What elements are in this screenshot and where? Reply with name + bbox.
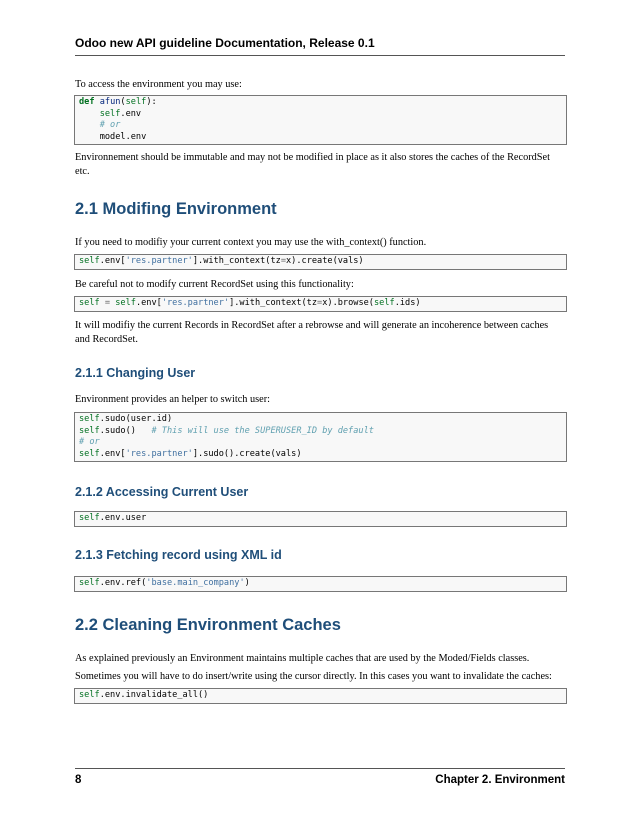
code-text: .env[ — [99, 256, 126, 266]
code-string: 'res.partner' — [161, 298, 230, 308]
code-builtin: self — [79, 513, 100, 523]
code-comment: # This will use the SUPERUSER_ID by default — [151, 425, 374, 436]
code-block-browse — [74, 296, 567, 312]
intro-paragraph: To access the environment you may use: — [75, 79, 242, 90]
code-text: .env[ — [135, 298, 162, 308]
code-text: .env — [120, 108, 142, 119]
code-builtin: self — [79, 690, 100, 700]
code-string: main_company — [177, 578, 240, 588]
code-string: . — [172, 578, 178, 588]
code-text: .env.invalidate_all() — [99, 690, 209, 700]
chapter-label: Chapter 2. Environment — [435, 774, 565, 786]
code-string: base — [151, 578, 173, 588]
section-heading-2-1: 2.1 Modifing Environment — [75, 200, 277, 218]
code-text: model.env — [99, 131, 147, 142]
code-operator: = — [99, 298, 116, 308]
immutable-paragraph: Environnement should be immutable and may not be modified in place as it also stores the caches of the RecordSet etc. — [75, 152, 550, 177]
code-text: .ids) — [394, 298, 421, 308]
section-heading-2-2: 2.2 Cleaning Environment Caches — [75, 616, 341, 634]
code-builtin: self — [125, 97, 147, 107]
code-block-with-context — [74, 254, 567, 270]
running-header: Odoo new API guideline Documentation, Release 0.1 — [75, 36, 565, 56]
code-string: ' — [146, 578, 152, 588]
code-string: 'res.partner' — [125, 448, 193, 459]
with-context-paragraph: If you need to modifiy your current context you may use the with_context() function. — [75, 237, 427, 248]
code-builtin: self — [99, 108, 121, 119]
code-text: x).browse( — [322, 298, 374, 308]
code-text: .env.user — [99, 513, 147, 523]
code-block-afun — [74, 95, 567, 145]
code-keyword: def — [79, 97, 95, 107]
code-text: ].with_context(tz — [192, 256, 281, 266]
footer-rule — [75, 768, 565, 769]
caches-paragraph-1: As explained previously an Environment maintains multiple caches that are used by the Moded/Fields classes. — [75, 653, 530, 664]
code-block-invalidate — [74, 688, 567, 704]
code-block-env-user — [74, 511, 567, 527]
careful-paragraph: Be careful not to modify current RecordSet using this functionality: — [75, 279, 354, 290]
code-block-env-ref — [74, 576, 567, 592]
code-builtin: self — [79, 256, 100, 266]
code-text: ].sudo().create(vals) — [192, 448, 302, 459]
code-text: ( — [120, 97, 126, 107]
code-block-sudo — [74, 412, 567, 462]
code-function-name: afun — [99, 97, 121, 107]
caches-paragraph-2: Sometimes you will have to do insert/write using the cursor directly. In this cases you want to invalidate the caches: — [75, 671, 552, 682]
section-heading-2-1-2: 2.1.2 Accessing Current User — [75, 485, 249, 499]
code-comment: # or — [99, 120, 121, 130]
section-heading-2-1-3: 2.1.3 Fetching record using XML id — [75, 548, 282, 562]
code-builtin: self — [79, 298, 100, 308]
code-text: .sudo() — [99, 425, 152, 436]
code-builtin: self — [79, 578, 100, 588]
code-text: ].with_context(tz — [229, 298, 318, 308]
code-text: x).create(vals) — [286, 256, 364, 266]
code-operator: = — [280, 256, 286, 266]
code-comment: # or — [79, 437, 100, 447]
code-builtin: self — [373, 298, 395, 308]
code-text: .env.ref( — [99, 578, 147, 588]
code-builtin: self — [79, 425, 100, 436]
helper-paragraph: Environment provides an helper to switch user: — [75, 394, 271, 405]
code-builtin: self — [79, 414, 100, 424]
code-builtin: self — [115, 298, 136, 308]
code-string: ' — [239, 578, 245, 588]
code-builtin: self — [79, 448, 100, 459]
code-string: 'res.partner' — [125, 256, 193, 266]
rebrowse-paragraph: It will modifiy the current Records in RecordSet after a rebrowse and will generate an incoherence between caches and RecordSet. — [75, 320, 549, 345]
code-text: .sudo(user.id) — [99, 414, 173, 424]
section-heading-2-1-1: 2.1.1 Changing User — [75, 366, 196, 380]
code-text: ) — [244, 578, 250, 588]
code-operator: = — [317, 298, 323, 308]
code-text: ): — [146, 97, 157, 107]
page-number: 8 — [75, 774, 82, 786]
code-text: .env[ — [99, 448, 126, 459]
